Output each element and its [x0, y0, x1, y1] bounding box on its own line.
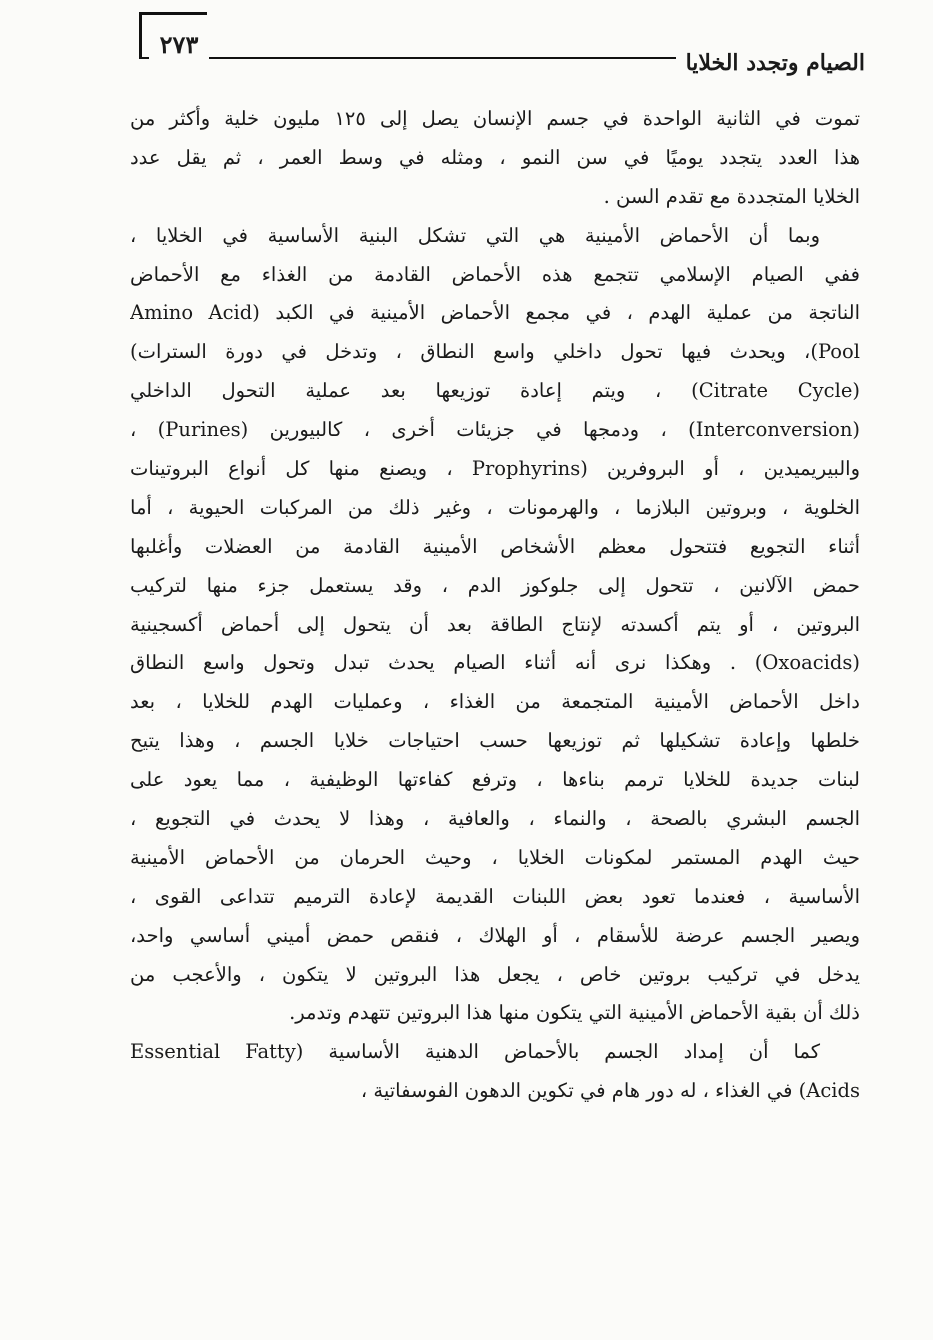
text-line: (Interconversion) ، ودمجها في جزيئات أخرى ، كالبيورين (Purines) ،: [130, 418, 860, 442]
text-line: الخلايا المتجددة مع تقدم السن .: [603, 184, 860, 208]
text-line: الجسم البشري بالصحة ، والنماء ، والعافية ، وهذا لا يحدث في التجويع ،: [130, 807, 860, 831]
text-line: داخل الأحماض الأمينية المتجمعة من الغذاء ، وعمليات الهدم للخلايا ، بعد: [130, 690, 860, 714]
text-line: Pool)، ويحدث فيها تحول داخلي واسع النطاق ، وتدخل في دورة السترات): [130, 340, 860, 364]
text-line: Acids) في الغذاء ، له دور هام في تكوين الدهون الفوسفاتية ،: [360, 1079, 860, 1103]
text-line: أثناء التجويع فتتحول معظم الأشخاص الأمينية القادمة من العضلات وأغلبها: [130, 534, 860, 558]
text-line: هذا العدد يتجدد يوميًا في سن النمو ، ومثله في وسط العمر ، ثم يقل عدد: [130, 145, 860, 169]
running-title: الصيام وتجدد الخلايا: [676, 50, 865, 76]
text-line: (Oxoacids) . وهكذا نرى أنه أثناء الصيام يحدث تبدل وتحول واسع النطاق: [130, 651, 860, 675]
text-line: ويصير الجسم عرضة للأسقام ، أو الهلاك ، فنقص حمض أميني أساسي واحد،: [130, 923, 860, 947]
page-header: [135, 10, 865, 80]
text-line: خلطها وإعادة تشكيلها ثم توزيعها حسب احتياجات خلايا الجسم ، وهذا يتيح: [130, 729, 860, 753]
text-line: لبنات جديدة للخلايا ترمم بناءها ، وترفع كفاءتها الوظيفية ، مما يعود على: [130, 768, 860, 792]
text-line: ذلك أن بقية الأحماض الأمينية التي يتكون منها هذا البروتين تتهدم وتدمر.: [289, 1001, 860, 1025]
text-line: وبما أن الأحماض الأمينية هي التي تشكل البنية الأساسية في الخلايا ،: [130, 223, 820, 247]
text-line: يدخل في تركيب بروتين خاص ، يجعل هذا البروتين لا يتكون ، والأعجب من: [130, 962, 860, 986]
text-line: الخلوية ، وبروتين البلازما ، والهرمونات ، وغير ذلك من المركبات الحيوية ، أما: [130, 495, 860, 519]
text-line: كما أن إمداد الجسم بالأحماض الدهنية الأساسية (Essential Fatty: [130, 1040, 820, 1064]
text-line: ففي الصيام الإسلامي تتجمع هذه الأحماض القادمة من الغذاء مع الأحماض: [130, 262, 860, 286]
text-line: البروتين ، أو يتم أكسدته لإنتاج الطاقة بعد أن يتحول إلى أحماض أكسجينية: [130, 612, 860, 636]
body-text: [130, 100, 860, 1111]
text-line: تموت في الثانية الواحدة في جسم الإنسان يصل إلى ١٢٥ مليون خلية وأكثر من: [130, 107, 860, 130]
text-line: والبيريميدين ، أو البروفرين (Prophyrins ، ويصنع منها كل أنواع البروتينات: [130, 457, 860, 481]
text-line: الناتجة من عملية الهدم ، في مجمع الأحماض الأمينية في الكبد (Amino Acid: [130, 301, 860, 325]
text-line: حمض الآلانين ، تتحول إلى جلوكوز الدم ، وقد يستعمل جزء منها لتركيب: [130, 573, 860, 597]
text-line: حيث الهدم المستمر لمكونات الخلايا ، وحيث الحرمان من الأحماض الأمينية: [130, 845, 860, 869]
text-line: الأساسية ، فعندما تعود بعض اللبنات القديمة لإعادة الترميم تتداعى القوى ،: [130, 884, 860, 908]
text-line: (Citrate Cycle) ، ويتم إعادة توزيعها بعد عملية التحول الداخلي: [130, 379, 860, 403]
page-number: ٢٧٣: [149, 30, 209, 62]
